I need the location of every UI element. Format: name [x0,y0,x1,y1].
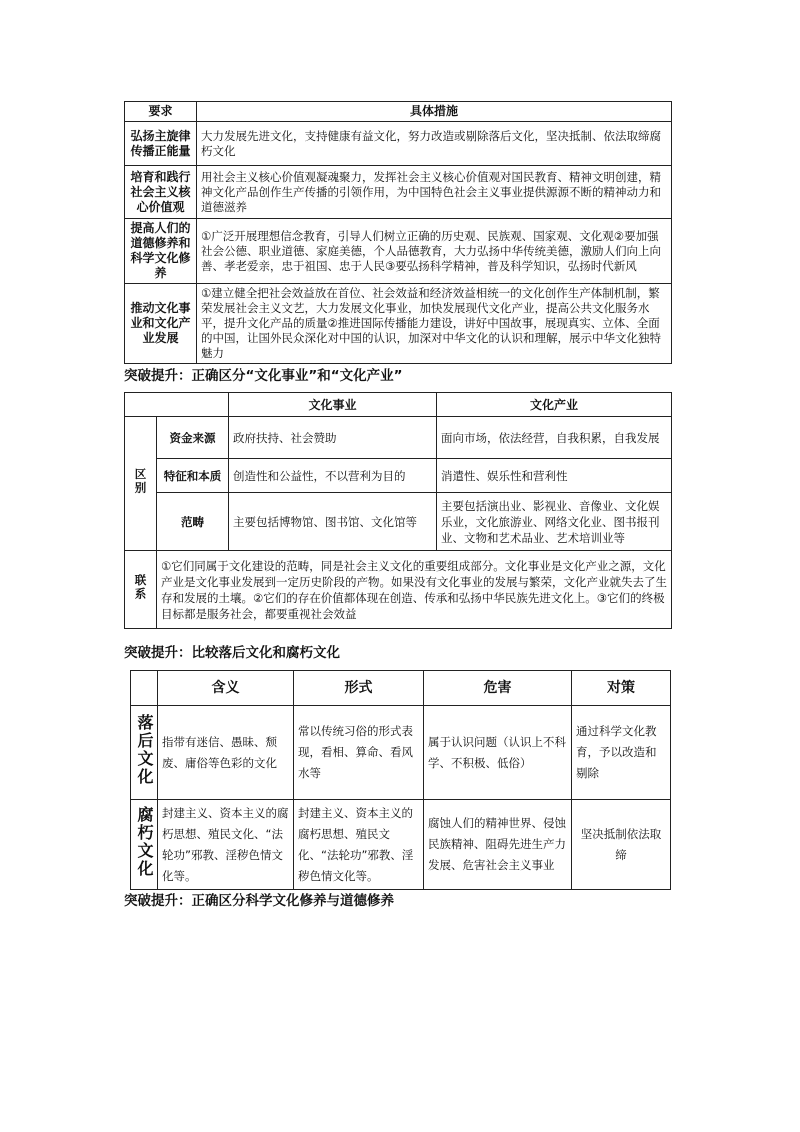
meaning-cell: 封建主义、资本主义的腐朽思想、殖民文化、“法轮功”邪教、淫秽色情文化等。 [158,800,294,890]
industry-cell: 消遣性、娱乐性和营利性 [437,459,672,493]
header-countermeasure: 对策 [572,671,671,706]
requirement-cell: 培育和践行社会主义核心价值观 [125,166,197,219]
header-meaning: 含义 [158,671,294,706]
countermeasure-cell: 通过科学文化教育，予以改造和剔除 [572,706,671,800]
undertaking-cell: 主要包括博物馆、图书馆、文化馆等 [229,493,437,551]
culture-undertaking-industry-table [124,392,672,629]
table-row [125,551,672,629]
table-row [125,417,672,459]
table-row [131,706,671,800]
table-row [125,459,672,493]
table-row [125,166,672,219]
row-label-decadent: 腐朽文化 [131,800,158,890]
table-row [125,284,672,364]
table-header-row [125,102,672,122]
row-label: 特征和本质 [157,459,229,493]
table-row [125,493,672,551]
header-culture-undertaking: 文化事业 [229,393,437,417]
meaning-cell: 指带有迷信、愚昧、颓废、庸俗等色彩的文化 [158,706,294,800]
row-label: 范畴 [157,493,229,551]
form-cell: 常以传统习俗的形式表现，看相、算命、看风水等 [294,706,424,800]
countermeasure-cell: 坚决抵制依法取缔 [572,800,671,890]
header-form: 形式 [294,671,424,706]
harm-cell: 属于认识问题（认识上不科学、不积极、低俗） [424,706,572,800]
relation-cell: ①它们同属于文化建设的范畴，同是社会主义文化的重要组成部分。文化事业是文化产业之源，文化产业是文化事业发展到一定历史阶段的产物。如果没有文化事业的发展与繁荣，文化产业就失去了生存和发展的土壤。②它们的存在价值都体现在创造、传承和弘扬中华民族先进文化上。③它们的终极目标都是服务社会，都要重视社会效益 [157,551,672,629]
table-row [125,219,672,284]
measure-cell: ①广泛开展理想信念教育，引导人们树立正确的历史观、民族观、国家观、文化观②要加强社会公德、职业道德、家庭美德，个人品德教育，大力弘扬中华传统美德，激励人们向上向善、孝老爱亲，忠于祖国、忠于人民③要弘扬科学精神，普及科学知识，弘扬时代新风 [197,219,672,284]
table-header-row [131,671,671,706]
requirements-table [124,101,672,364]
header-harm: 危害 [424,671,572,706]
header-blank [131,671,158,706]
table-row [131,800,671,890]
header-blank [125,393,229,417]
row-label: 资金来源 [157,417,229,459]
undertaking-cell: 创造性和公益性，不以营利为目的 [229,459,437,493]
requirement-cell: 提高人们的道德修养和科学文化修养 [125,219,197,284]
section-title: 突破提升：比较落后文化和腐朽文化 [124,645,340,661]
header-requirement: 要求 [125,102,197,122]
industry-cell: 主要包括演出业、影视业、音像业、文化娱乐业，文化旅游业、网络文化业、图书报刊业、文物和艺术品业、艺术培训业等 [437,493,672,551]
form-cell: 封建主义、资本主义的腐朽思想、殖民文化、“法轮功”邪教、淫秽色情文化等。 [294,800,424,890]
measure-cell: 用社会主义核心价值观凝魂聚力，发挥社会主义核心价值观对国民教育、精神文明创建，精神文化产品创作生产传播的引领作用，为中国特色社会主义事业提供源源不断的精神动力和道德滋养 [197,166,672,219]
header-measures: 具体措施 [197,102,672,122]
undertaking-cell: 政府扶持、社会赞助 [229,417,437,459]
table-row [125,122,672,166]
harm-cell: 腐蚀人们的精神世界、侵蚀民族精神、阻碍先进生产力发展、危害社会主义事业 [424,800,572,890]
header-culture-industry: 文化产业 [437,393,672,417]
requirement-cell: 弘扬主旋律传播正能量 [125,122,197,166]
requirement-cell: 推动文化事业和文化产业发展 [125,284,197,364]
section-title: 突破提升：正确区分“文化事业”和“文化产业” [124,368,403,384]
measure-cell: ①建立健全把社会效益放在首位、社会效益和经济效益相统一的文化创作生产体制机制，繁荣发展社会主义文艺，大力发展文化事业，加快发展现代文化产业，提高公共文化服务水平，提升文化产品的质量②推进国际传播能力建设，讲好中国故事，展现真实、立体、全面的中国，让国外民众深化对中国的认识，加深对中华文化的认识和理解，展示中华文化独特魅力 [197,284,672,364]
section-title: 突破提升：正确区分科学文化修养与道德修养 [124,893,394,909]
measure-cell: 大力发展先进文化，支持健康有益文化，努力改造或剔除落后文化，坚决抵制、依法取缔腐朽文化 [197,122,672,166]
table-header-row [125,393,672,417]
row-label-backward: 落后文化 [131,706,158,800]
backward-decadent-culture-table [130,670,671,890]
group-label-difference: 区别 [125,417,157,551]
group-label-relation: 联系 [125,551,157,629]
industry-cell: 面向市场，依法经营，自我积累，自我发展 [437,417,672,459]
